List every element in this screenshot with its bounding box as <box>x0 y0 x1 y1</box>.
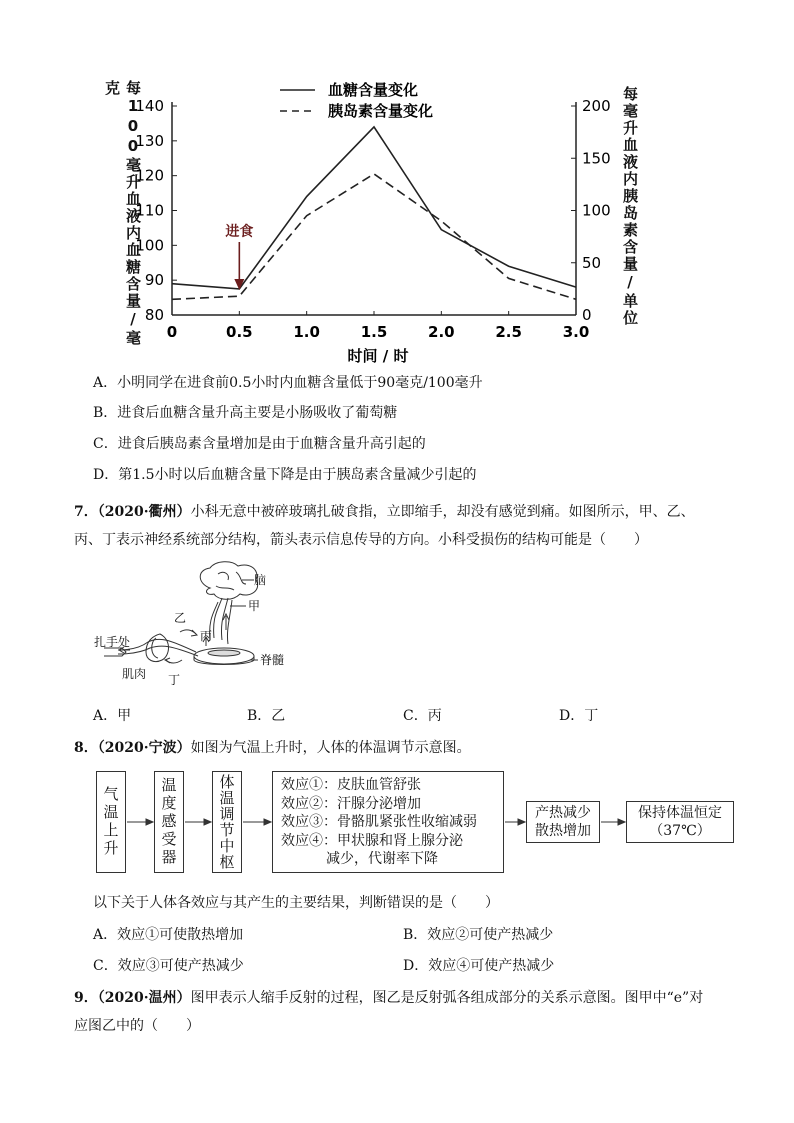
q8-number: 8． <box>74 740 98 756</box>
q8-stem: 如图为气温上升时，人体的体温调节示意图。 <box>190 740 471 756</box>
y-left-tick-label: 130 <box>135 131 164 150</box>
label-brain: 脑 <box>254 573 267 587</box>
label-wound: 扎手处 <box>94 635 131 649</box>
flow-box-temperature-rise: 气温上升 <box>96 771 126 873</box>
x-tick-label: 1.0 <box>293 323 320 341</box>
nervous-system-figure <box>94 560 300 690</box>
flow-box-center: 体温调节中枢 <box>212 771 242 873</box>
effect-4-cont: 减少，代谢率下降 <box>326 851 438 867</box>
chart <box>90 76 650 370</box>
q7-option-d: D．丁 <box>559 708 599 724</box>
y-left-tick-label: 120 <box>135 166 164 185</box>
y-right-tick-label: 200 <box>582 97 611 115</box>
q8-option-d: D．效应④可使产热减少 <box>403 958 555 974</box>
flow-box-heat: 产热减少 散热增加 <box>526 801 600 843</box>
q9-line1 <box>74 988 703 1008</box>
q9-number: 9． <box>74 990 98 1006</box>
annotation-label: 进食 <box>225 224 254 240</box>
left-axis-label: 每100毫升血液内血糖含量/毫克 <box>103 80 142 347</box>
q7-line1 <box>74 502 695 522</box>
y-left-tick-label: 100 <box>135 236 164 255</box>
q8-line1 <box>74 738 471 758</box>
q8-question: 以下关于人体各效应与其产生的主要结果，判断错误的是（ ） <box>93 895 499 911</box>
x-tick-label: 3.0 <box>562 323 590 341</box>
legend-entry: 胰岛素含量变化 <box>328 102 434 120</box>
q6-option-a: A．小明同学在进食前0.5小时内血糖含量低于90毫克/100毫升 <box>93 375 483 391</box>
right-axis-label: 每毫升血液内胰岛素含量/单位 <box>621 86 639 327</box>
q7-stem-1: 小科无意中被碎玻璃扎破食指，立即缩手，却没有感觉到痛。如图所示，甲、乙、 <box>190 504 695 520</box>
label-jia: 甲 <box>248 599 261 613</box>
label-spinal: 脊髓 <box>260 653 285 667</box>
q7-option-c: C．丙 <box>403 708 442 724</box>
effect-4: 效应④：甲状腺和肾上腺分泌 <box>281 832 463 849</box>
y-right-tick-label: 100 <box>582 201 611 220</box>
effect-1: 效应①：皮肤血管舒张 <box>281 777 421 793</box>
q7-source: （2020·衢州） <box>97 504 191 520</box>
q9-line2: 应图乙中的（ ） <box>74 1018 200 1034</box>
q6-option-c: C．进食后胰岛素含量增加是由于血糖含量升高引起的 <box>93 436 426 452</box>
y-right-tick-label: 150 <box>582 149 611 168</box>
q9-stem-1: 图甲表示人缩手反射的过程，图乙是反射弧各组成部分的关系示意图。图甲中“e”对 <box>190 990 704 1006</box>
label-ding: 丁 <box>168 673 181 687</box>
effect-3: 效应③：骨骼肌紧张性收缩减弱 <box>281 814 477 830</box>
flow-arrows <box>90 765 740 885</box>
q7-line2: 丙、丁表示神经系统部分结构，箭头表示信息传导的方向。小科受损伤的结构可能是（ ） <box>74 532 648 548</box>
thermoregulation-flowchart <box>90 765 740 885</box>
x-tick-label: 2.0 <box>428 323 455 341</box>
q8-source: （2020·宁波） <box>97 740 191 756</box>
x-axis-label: 时间 / 时 <box>347 347 409 365</box>
label-muscle: 肌肉 <box>122 667 147 681</box>
x-tick-label: 2.5 <box>495 323 522 341</box>
y-left-tick-label: 110 <box>135 201 164 220</box>
chart-svg <box>90 76 650 370</box>
label-yi: 乙 <box>174 611 187 625</box>
q9-source: （2020·温州） <box>97 990 191 1006</box>
q6-option-d: D．第1.5小时以后血糖含量下降是由于胰岛素含量减少引起的 <box>93 467 477 483</box>
flow-box-constant: 保持体温恒定 （37℃） <box>626 801 734 843</box>
y-right-tick-label: 0 <box>582 306 592 324</box>
effect-2: 效应②：汗腺分泌增加 <box>281 795 421 812</box>
q8-option-b: B．效应②可使产热减少 <box>403 927 554 943</box>
flow-box-thermoreceptor: 温度感受器 <box>154 771 184 873</box>
q7-number: 7． <box>74 504 98 520</box>
y-left-tick-label: 80 <box>144 306 164 324</box>
x-tick-label: 1.5 <box>360 323 388 341</box>
x-tick-label: 0 <box>166 323 178 341</box>
q7-option-a: A．甲 <box>93 708 132 724</box>
blood-sugar-line <box>172 127 576 289</box>
y-left-tick-label: 140 <box>135 97 164 115</box>
y-right-tick-label: 50 <box>582 253 602 272</box>
label-bing: 丙 <box>200 629 213 643</box>
x-tick-label: 0.5 <box>226 323 253 341</box>
q6-option-b: B．进食后血糖含量升高主要是小肠吸收了葡萄糖 <box>93 405 398 421</box>
q8-option-c: C．效应③可使产热减少 <box>93 958 244 974</box>
y-left-tick-label: 90 <box>144 271 164 290</box>
q7-option-b: B．乙 <box>247 708 286 724</box>
legend-entry: 血糖含量变化 <box>328 81 419 99</box>
q8-option-a: A．效应①可使散热增加 <box>93 927 244 943</box>
